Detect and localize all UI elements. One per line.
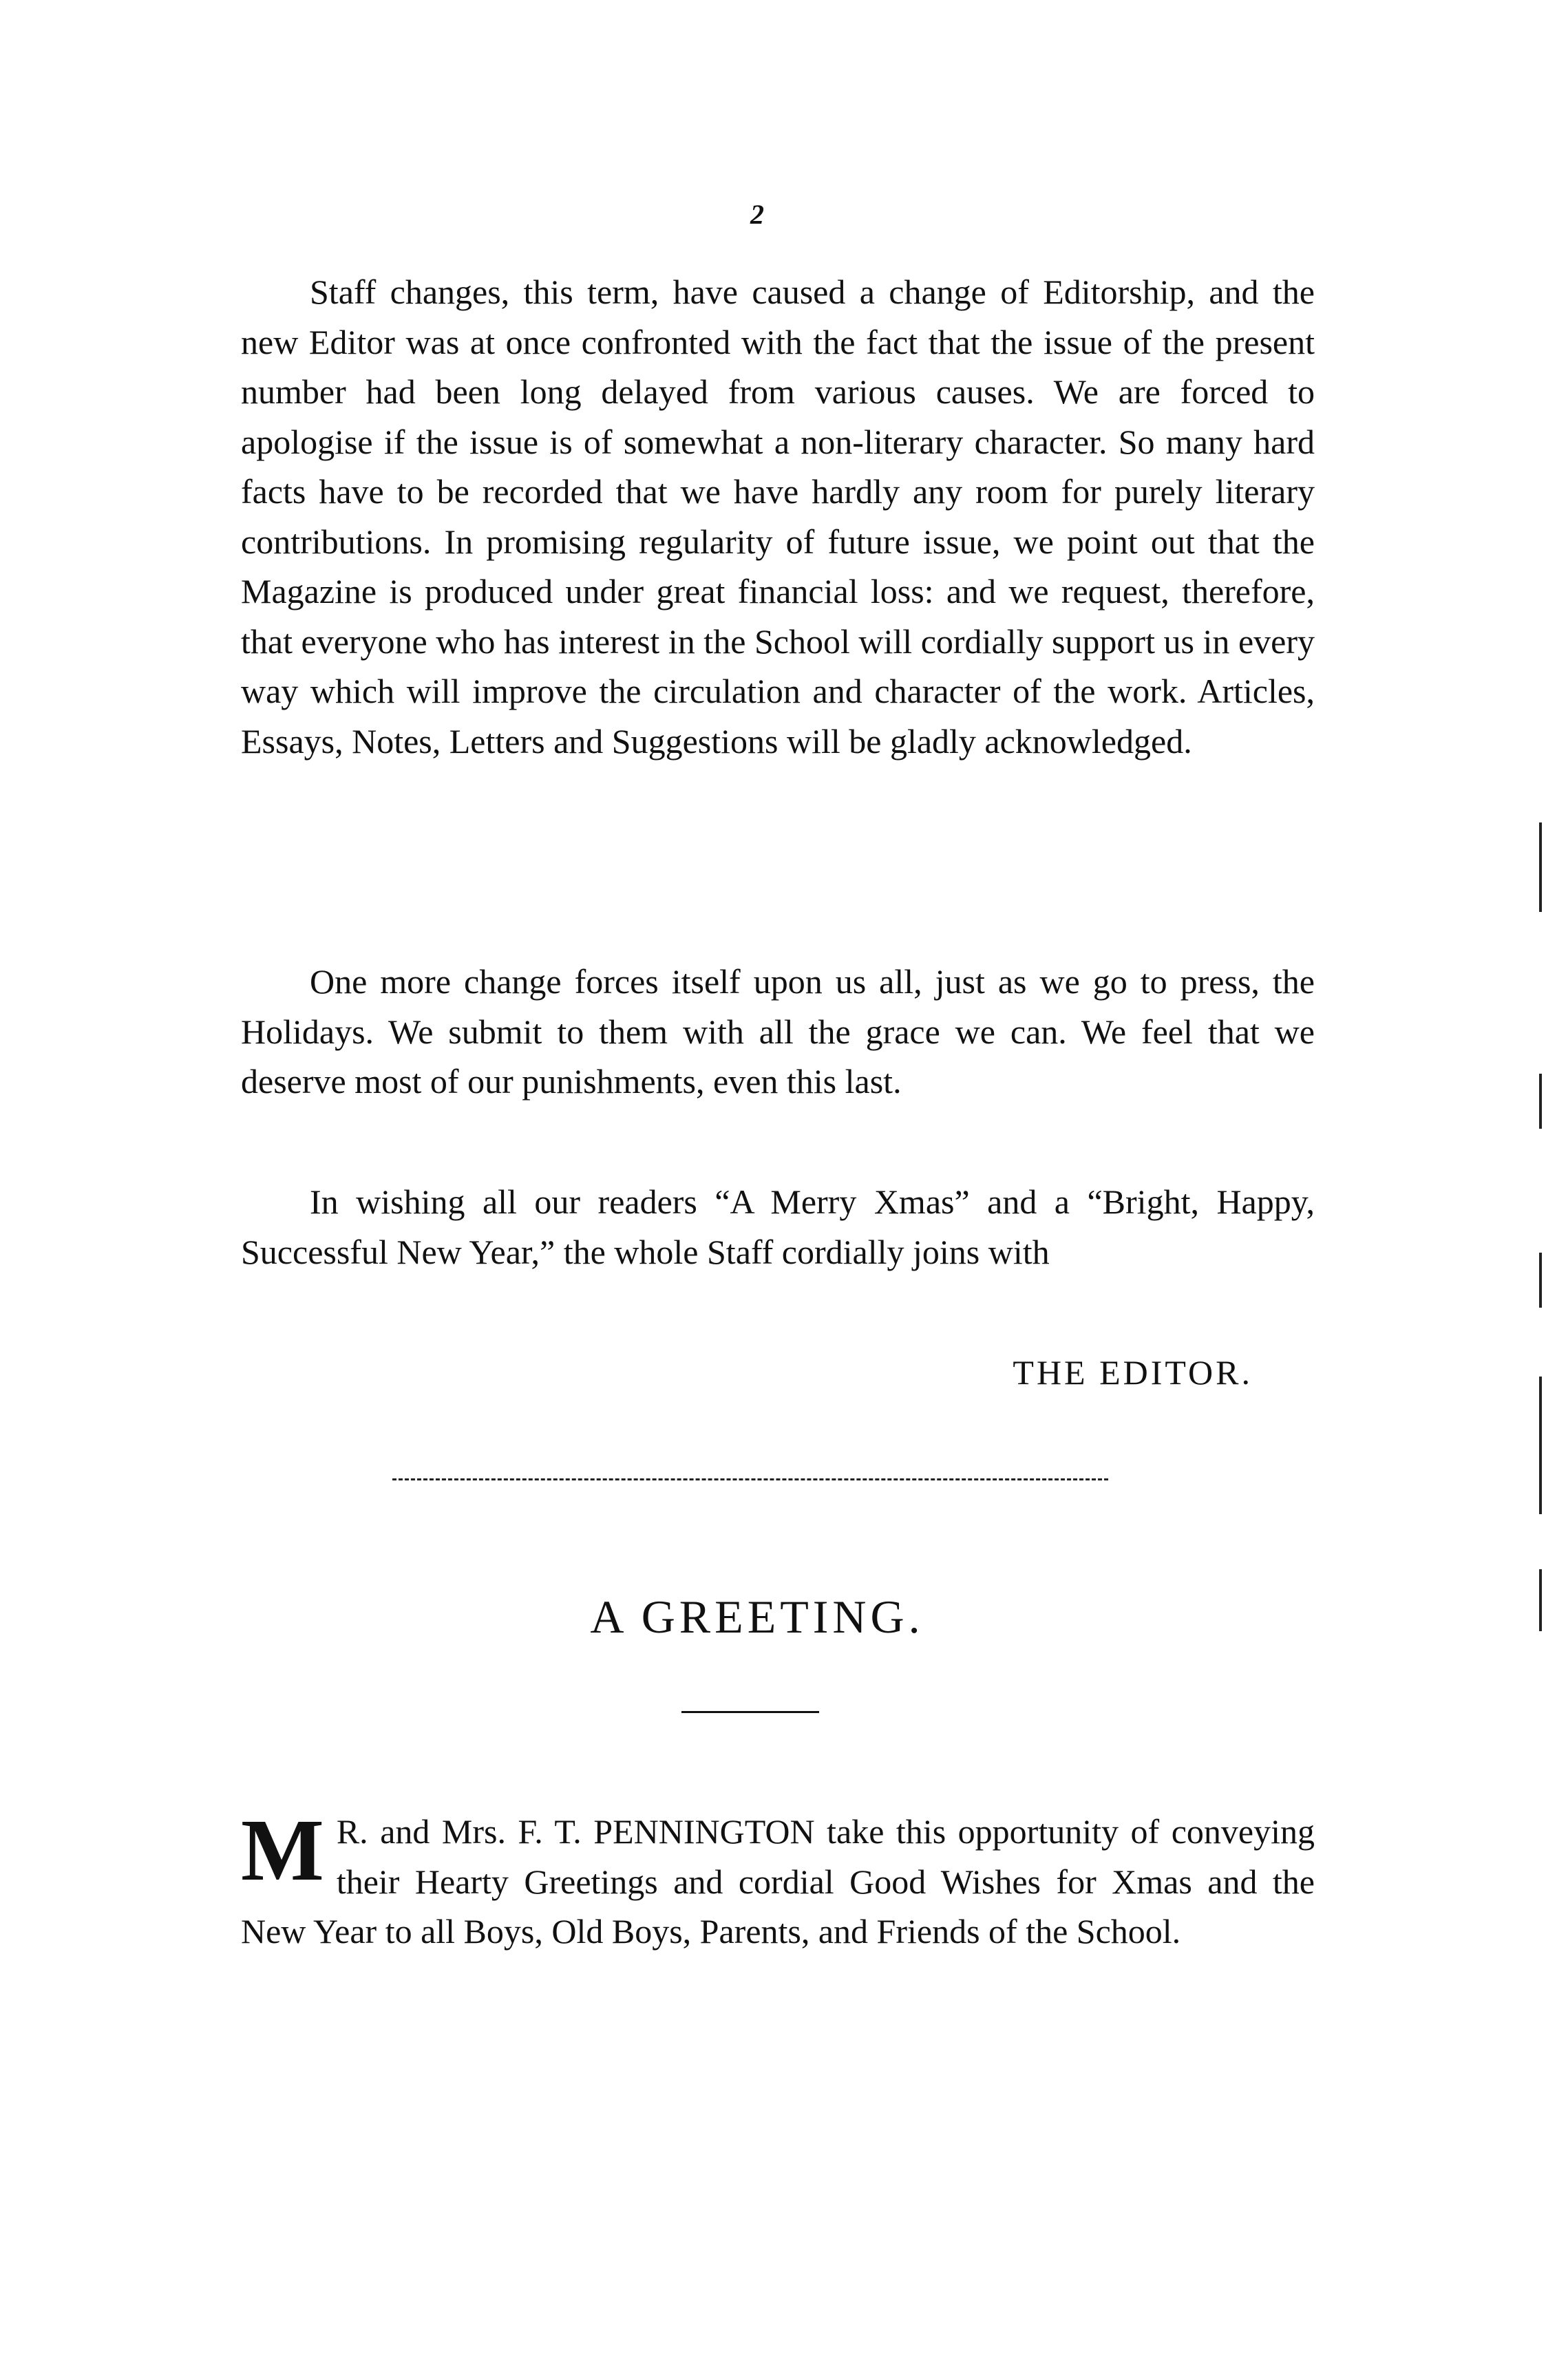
greeting-paragraph xyxy=(241,1801,1315,1957)
scan-edge-mark xyxy=(1539,1253,1542,1308)
scan-edge-mark xyxy=(1539,822,1542,912)
greeting-heading: A GREETING. xyxy=(590,1591,924,1643)
editor-signature: THE EDITOR. xyxy=(1013,1353,1253,1392)
editorial-paragraph-staff-changes xyxy=(241,267,1315,766)
scan-edge-mark xyxy=(1539,1377,1542,1514)
greeting-body-text: R. and Mrs. F. T. PENNINGTON take this opportunity of conveying their Hearty Greetings and cordial Good Wishes for Xmas and the New Year to all Boys, Old Boys, Parents, and Friends of the School. xyxy=(241,1812,1315,1951)
page-number: 2 xyxy=(750,199,764,230)
scan-edge-mark xyxy=(1539,1569,1542,1631)
editorial-paragraph-holidays xyxy=(241,957,1315,1107)
greeting-dropcap: M xyxy=(241,1801,324,1899)
editorial-paragraph-wishes xyxy=(241,1177,1315,1277)
editorial-paragraph-1-text: Staff changes, this term, have caused a change of Editorship, and the new Editor was at once confronted with the fact that the issue of the present number had been long delayed from various causes. We are forced to apologise if the issue is of somewhat a non-literary character. So many hard facts have to be recorded that we have hardly any room for purely literary contributions. In promising regularity of future issue, we point out that the Magazine is produced under great financial loss: and we request, therefore, that everyone who has interest in the School will cordially support us in every way which will improve the circulation and character of the work. Articles, Essays, Notes, Letters and Suggestions will be gladly acknowledged. xyxy=(241,273,1315,761)
editorial-paragraph-2-text: One more change forces itself upon us all, just as we go to press, the Holidays. We submit to them with all the grace we can. We feel that we deserve most of our punishments, even this last. xyxy=(241,962,1315,1101)
greeting-heading-rule xyxy=(681,1711,819,1713)
section-divider xyxy=(392,1478,1108,1480)
scan-edge-mark xyxy=(1539,1074,1542,1129)
editorial-paragraph-3-text: In wishing all our readers “A Merry Xmas” and a “Bright, Happy, Successful New Year,” the whole Staff cordially joins with xyxy=(241,1182,1315,1271)
